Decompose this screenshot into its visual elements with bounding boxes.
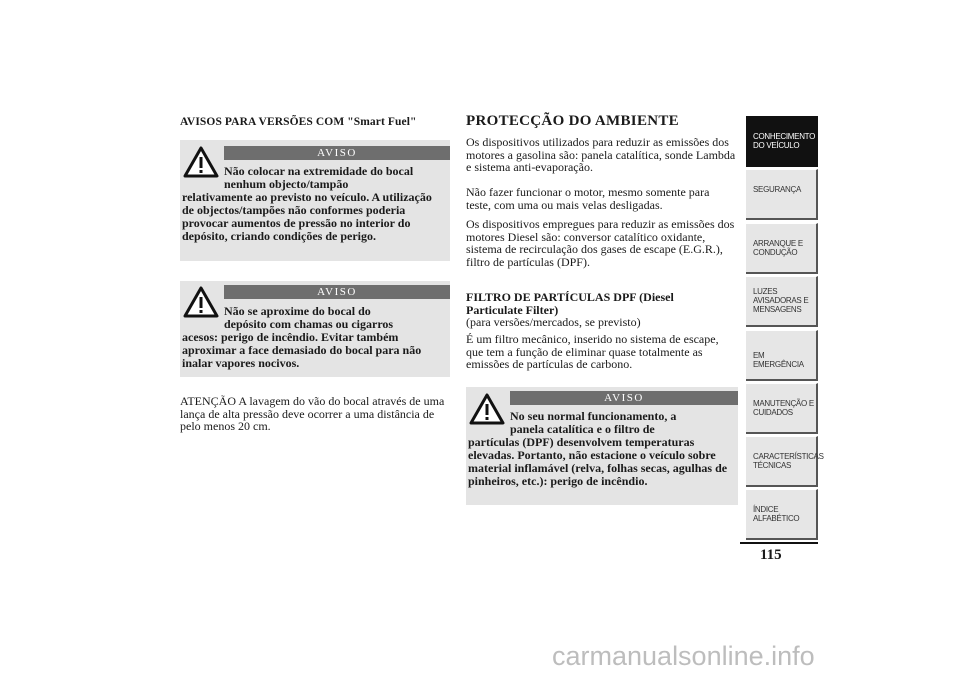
warning-triangle-icon xyxy=(183,286,219,318)
section-heading-environment: PROTECÇÃO DO AMBIENTE xyxy=(466,113,679,129)
tab-indice-alfabetico[interactable] xyxy=(746,489,818,540)
warning-text-line: nenhum objecto/tampão xyxy=(224,177,349,191)
warning-text-line: panela catalítica e o filtro de xyxy=(510,422,655,436)
attention-note: ATENÇÃO A lavagem do vão do bocal através de uma lança de alta pressão deve ocorrer a uma distância de pelo menos 20 cm. xyxy=(180,394,445,433)
tab-manutencao-e-cuidados[interactable] xyxy=(746,383,818,434)
tab-caracteristicas-tecnicas[interactable] xyxy=(746,436,824,487)
warning-label: AVISO xyxy=(224,146,450,160)
watermark: carmanualsonline.info xyxy=(552,641,815,671)
section-heading-smart-fuel: AVISOS PARA VERSÕES COM "Smart Fuel" xyxy=(180,116,417,128)
tab-label: MANUTENÇÃO E CUIDADOS xyxy=(753,399,814,417)
paragraph: Os dispositivos utilizados para reduzir as emissões dos motores a gasolina são: panela catalítica, sonde Lambda e sistema anti-evaporação. xyxy=(466,135,736,174)
tab-em-emergencia[interactable] xyxy=(746,330,818,381)
tab-label: ARRANQUE E CONDUÇÃO xyxy=(753,239,803,257)
tab-label: SEGURANÇA xyxy=(753,185,801,194)
paragraph: É um filtro mecânico, inserido no sistema de escape, que tem a função de eliminar quase totalmente as emissões de partículas de carbono. xyxy=(466,332,719,371)
warning-text-line: Não colocar na extremidade do bocal xyxy=(224,164,414,178)
warning-box-1 xyxy=(180,140,450,261)
warning-triangle-icon xyxy=(183,146,219,178)
tab-seguranca[interactable] xyxy=(746,169,818,220)
warning-text-line: Não se aproxime do bocal do xyxy=(224,304,371,318)
subheading-dpf: FILTRO DE PARTÍCULAS DPF (Diesel Particulate Filter) xyxy=(466,290,674,317)
tab-label: EM EMERGÊNCIA xyxy=(753,351,804,369)
tab-label: LUZES AVISADORAS E MENSAGENS xyxy=(753,287,809,314)
subheading-note: (para versões/mercados, se previsto) xyxy=(466,315,641,329)
warning-text: partículas (DPF) desenvolvem temperaturas elevadas. Portanto, não estacione o veículo sobre material inflamável (relva, folhas secas, agulhas de pinheiros, etc.): perigo de incêndio. xyxy=(468,435,728,488)
warning-label: AVISO xyxy=(224,285,450,299)
paragraph: Os dispositivos empregues para reduzir as emissões dos motores Diesel são: conversor catalítico oxidante, sistema de recirculação dos gases de escape (E.G.R.), filtro de partículas (DPF). xyxy=(466,217,735,269)
warning-text-line: No seu normal funcionamento, a xyxy=(510,409,677,423)
tab-conhecimento-do-veiculo[interactable] xyxy=(746,116,818,167)
warning-box-3 xyxy=(466,387,738,505)
warning-triangle-icon xyxy=(469,393,505,425)
page-number: 115 xyxy=(760,547,782,563)
tab-luzes-avisadoras[interactable] xyxy=(746,276,818,327)
warning-label: AVISO xyxy=(510,391,738,405)
paragraph: Não fazer funcionar o motor, mesmo somente para teste, com uma ou mais velas desligadas. xyxy=(466,185,710,212)
tab-label: CONHECIMENTO DO VEÍCULO xyxy=(753,132,816,150)
divider xyxy=(740,542,818,544)
warning-text: acesos: perigo de incêndio. Evitar também aproximar a face demasiado do bocal para não inalar vapores nocivos. xyxy=(182,330,422,370)
tab-label: CARACTERÍSTICAS TÉCNICAS xyxy=(753,452,824,470)
warning-box-2 xyxy=(180,281,450,377)
tab-arranque-e-conducao[interactable] xyxy=(746,223,818,274)
tab-label: ÍNDICE ALFABÉTICO xyxy=(753,505,800,523)
warning-text: relativamente ao previsto no veículo. A utilização de objectos/tampões não conformes poderia provocar aumentos de pressão no interior do depósito, criando condições de perigo. xyxy=(182,190,432,243)
warning-text-line: depósito com chamas ou cigarros xyxy=(224,317,394,331)
